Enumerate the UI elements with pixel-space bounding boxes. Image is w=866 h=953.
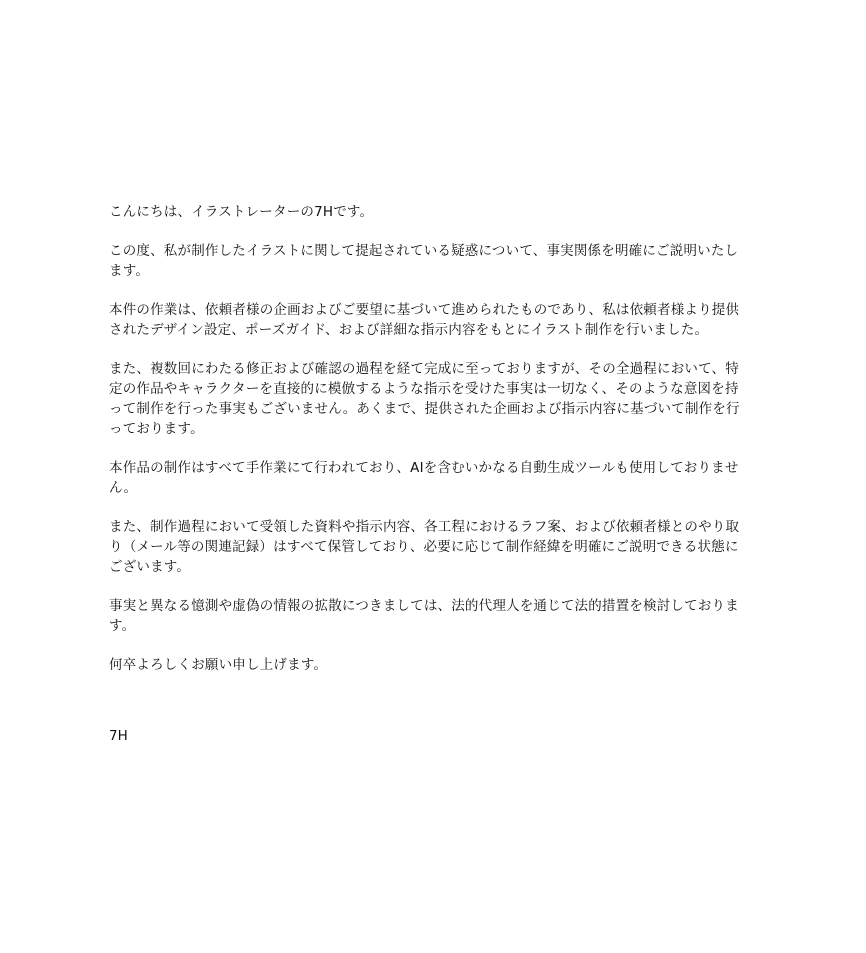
closing-paragraph: 何卒よろしくお願い申し上げます。 bbox=[109, 657, 328, 673]
handmade-paragraph: 本作品の制作はすべて手作業にて行われており、AIを含むいかなる自動生成ツールも使用しておりません。 bbox=[109, 460, 739, 496]
greeting-paragraph: こんにちは、イラストレーターの7Hです。 bbox=[109, 204, 374, 220]
work-basis-paragraph: 本件の作業は、依頼者様の企画およびご要望に基づいて進められたものであり、私は依頼者様より提供されたデザイン設定、ポーズガイド、および詳細な指示内容をもとにイラスト制作を行いました。 bbox=[109, 302, 740, 338]
statement-body bbox=[109, 202, 743, 694]
records-paragraph: また、制作過程において受領した資料や指示内容、各工程におけるラフ案、および依頼者様とのやり取り（メール等の関連記録）はすべて保管しており、必要に応じて制作経緯を明確にご説明できる状態にございます。 bbox=[109, 519, 740, 575]
signature: 7H bbox=[109, 728, 128, 744]
intro-paragraph: この度、私が制作したイラストに関して提起されている疑惑について、事実関係を明確にご説明いたします。 bbox=[109, 243, 739, 279]
revision-process-paragraph: また、複数回にわたる修正および確認の過程を経て完成に至っておりますが、その全過程において、特定の作品やキャラクターを直接的に模倣するような指示を受けた事実は一切なく、そのような意図を持って制作を行った事実もございません。あくまで、提供された企画および指示内容に基づいて制作を行っております。 bbox=[109, 361, 740, 437]
legal-action-paragraph: 事実と異なる憶測や虚偽の情報の拡散につきましては、法的代理人を通じて法的措置を検討しております。 bbox=[109, 598, 739, 634]
